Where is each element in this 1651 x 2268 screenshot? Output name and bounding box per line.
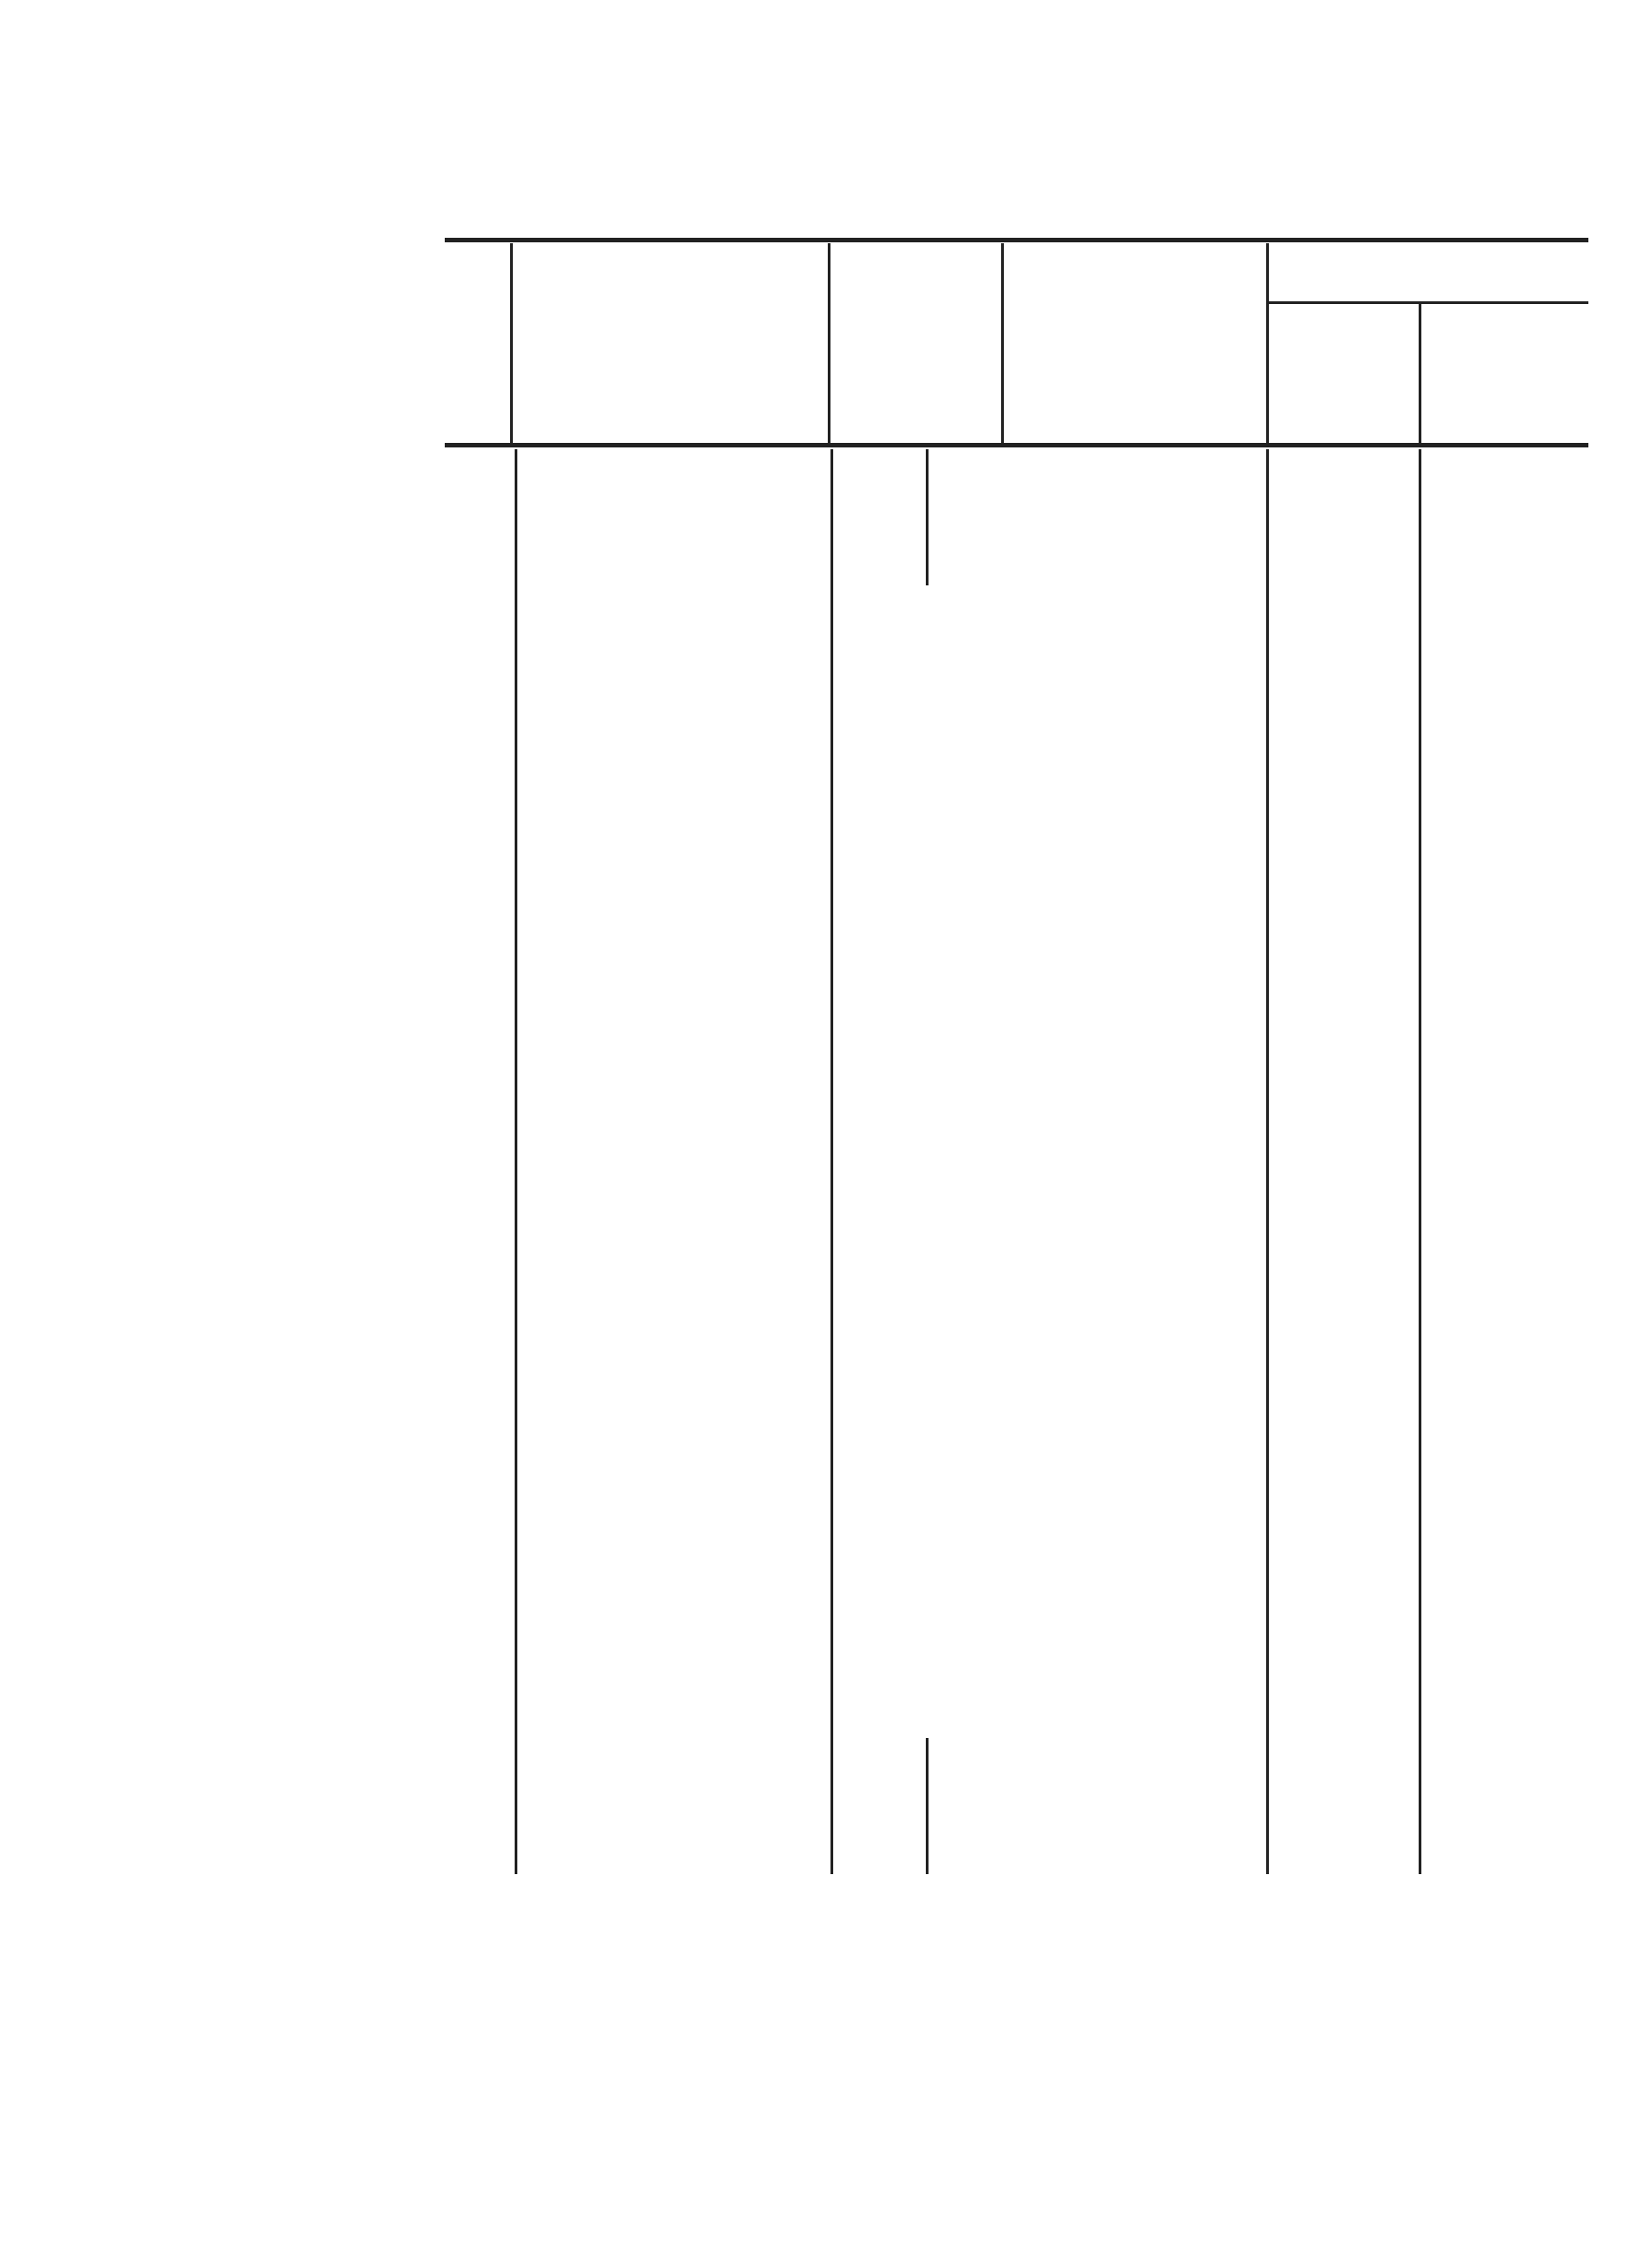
table-top-rule xyxy=(445,238,1588,242)
col-divider-5 xyxy=(1419,304,1421,445)
body-divider-5 xyxy=(1419,449,1421,1874)
col-divider-4 xyxy=(1266,243,1269,445)
value-subheader-rule xyxy=(1266,301,1588,304)
col-divider-3 xyxy=(1001,243,1004,445)
body-divider-1 xyxy=(515,449,517,1874)
body-divider-4 xyxy=(1266,449,1269,1874)
table-header-bottom-rule xyxy=(445,443,1588,447)
row31-calc xyxy=(971,849,1086,1016)
col-divider-1 xyxy=(510,243,513,445)
col-divider-2 xyxy=(828,243,830,445)
body-divider-3 xyxy=(926,449,929,585)
body-divider-2 xyxy=(830,449,833,1874)
body-divider-6 xyxy=(926,1738,929,1874)
